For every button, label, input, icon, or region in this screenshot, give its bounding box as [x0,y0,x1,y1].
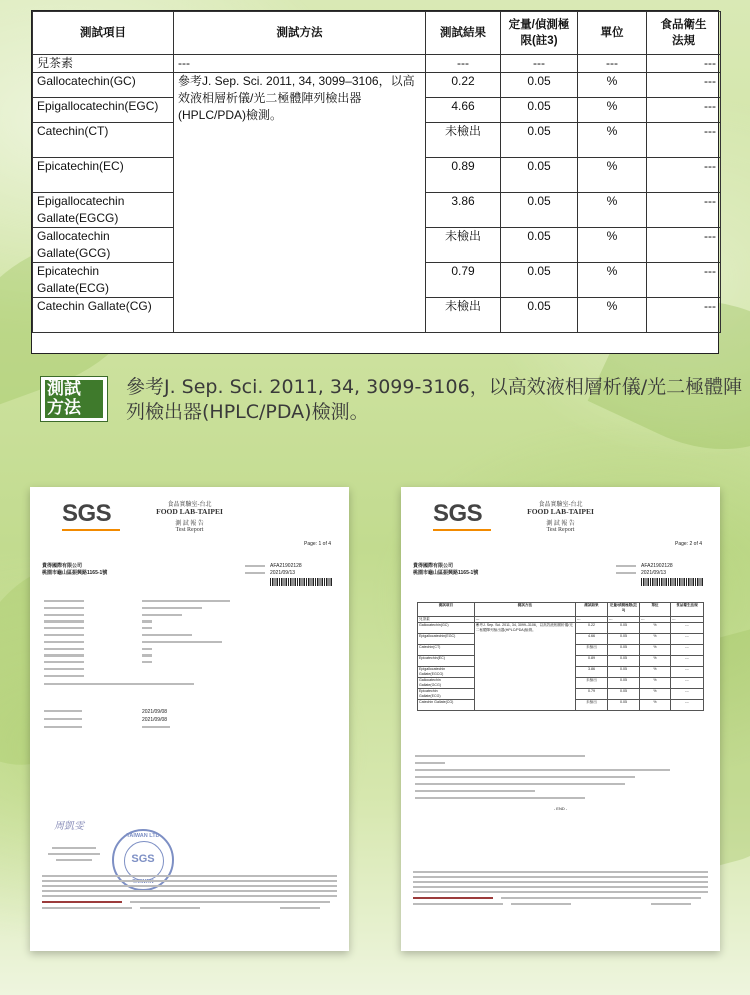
cell-regulation: --- [647,158,721,193]
cell-item [33,98,174,123]
unreadable-text-line [501,897,701,899]
mini-cell [418,700,475,711]
lab-name-en: FOOD LAB-TAIPEI [527,507,594,516]
mini-cell [418,689,475,700]
mini-cell [418,667,475,678]
header-test-method: 測試方法 [174,12,426,55]
unreadable-text-line [511,903,571,905]
cell-unit: % [578,158,647,193]
mini-cell: 0.05 [607,634,639,645]
unreadable-text-line [42,885,337,887]
cell-result: --- [426,55,501,73]
mini-cell: --- [670,645,703,656]
cell-unit: % [578,263,647,298]
cell-unit: % [578,228,647,263]
cell-limit: 0.05 [501,193,578,228]
received-date: 2021/09/08 [142,709,168,715]
cell-result: 0.89 [426,158,501,193]
sgs-logo-text: SGS [433,500,483,527]
cell-unit: --- [578,55,647,73]
unreadable-text-line [44,675,84,677]
cell-regulation: --- [647,98,721,123]
unreadable-text-line [44,683,194,685]
unreadable-text-line [142,620,152,622]
mini-cell: --- [607,617,639,623]
mini-header: 食品衛生法規 [670,603,703,617]
unreadable-text-line [415,762,445,764]
unreadable-text-line [42,901,122,903]
header-regulation-text: 食品衛生法規 [660,19,707,47]
cell-unit: % [578,298,647,333]
unreadable-text-line [44,661,84,663]
unreadable-text-line [44,648,84,650]
cell-unit: % [578,123,647,158]
cell-item [33,263,174,298]
mini-cell: 0.05 [607,700,639,711]
lab-name-en: FOOD LAB-TAIPEI [156,507,223,516]
lab-name: 食品實驗室-台北 [167,502,212,508]
signature-caption [56,859,92,861]
mini-cell: % [639,678,670,689]
report-date: 2021/09/13 [270,570,296,576]
unreadable-text-line [142,627,152,629]
mini-cell-line: Gallate(ECG) [419,693,441,698]
unreadable-text-line [142,661,152,663]
mini-header: 單位 [639,603,670,617]
client-name: 貴得國際有限公司 [42,563,83,569]
unreadable-text-line [651,903,691,905]
test-method-badge-label [45,380,103,418]
client-address: 桃園市龜山區振興路1165-1號 [42,570,108,576]
mini-cell: % [639,700,670,711]
mini-cell: % [639,634,670,645]
mini-cell: --- [670,667,703,678]
cell-result: 未檢出 [426,298,501,333]
mini-cell: % [639,645,670,656]
mini-cell [418,656,475,667]
date-label [616,572,636,574]
unreadable-text-line [130,901,330,903]
cell-item-line: Epicatechin(EC) [37,159,124,173]
unreadable-text-line [42,895,337,897]
mini-cell: 0.05 [607,645,639,656]
cell-result: 4.66 [426,98,501,123]
lab-name: 食品實驗室-台北 [538,502,583,508]
unreadable-text-line [44,710,82,712]
mini-cell: --- [670,617,703,623]
sgs-seal-center-text: SGS [131,853,155,865]
cell-item [33,73,174,98]
unreadable-text-line [44,607,84,609]
cell-item [33,228,174,263]
cell-result: 未檢出 [426,123,501,158]
cell-regulation: --- [647,123,721,158]
report-title-en: Test Report [546,527,575,533]
cell-item-line: Gallocatechin [37,229,110,243]
cell-limit: 0.05 [501,298,578,333]
unreadable-text-line [42,890,337,892]
cell-result: 未檢出 [426,228,501,263]
cell-unit: % [578,73,647,98]
unreadable-text-line [44,620,84,622]
mini-cell: --- [670,634,703,645]
cell-result: 0.79 [426,263,501,298]
unreadable-text-line [415,783,625,785]
unreadable-text-line [413,881,708,883]
test-results-table [31,10,719,354]
mini-cell: --- [670,623,703,634]
unreadable-text-line [44,600,84,602]
cell-item-line: Epigallocatechin [37,194,125,208]
cell-item-line: Epigallocatechin(EGC) [37,99,159,113]
mini-cell-line: Epigallocatechin(EGC) [419,634,456,638]
unreadable-text-line [142,614,182,616]
unreadable-text-line [140,907,200,909]
date-label [245,572,265,574]
cell-limit: 0.05 [501,158,578,193]
unreadable-text-line [415,755,585,757]
cell-item [33,158,174,193]
unreadable-text-line [413,876,708,878]
cell-item [33,298,174,333]
mini-cell: % [639,623,670,634]
cell-item-line: Gallate(EGCG) [37,211,119,225]
report-no-label [616,565,636,567]
mini-cell: 0.05 [607,678,639,689]
report-no-label [245,565,265,567]
cell-limit: --- [501,55,578,73]
cell-limit: 0.05 [501,263,578,298]
cell-limit: 0.05 [501,73,578,98]
unreadable-text-line [44,641,84,643]
unreadable-text-line [280,907,320,909]
cell-item: 兒茶素 [33,55,174,73]
unreadable-text-line [413,897,493,899]
mini-cell: 0.05 [607,689,639,700]
cell-regulation: --- [647,298,721,333]
mini-cell-line: Catechin(CT) [419,645,441,649]
report-number: AFA21902128 [641,563,673,569]
mini-cell-line: Epigallocatechin [419,667,446,671]
cell-item [33,193,174,228]
cell-item-line: Catechin Gallate(CG) [37,299,152,313]
cell-regulation: --- [647,263,721,298]
unreadable-text-line [142,600,230,602]
barcode [270,578,332,586]
header-regulation [647,12,721,55]
page-number: Page: 1 of 4 [304,541,331,547]
mini-table-header-row [418,603,704,617]
mini-cell: % [639,667,670,678]
report-title-en: Test Report [175,527,204,533]
mini-cell: 未檢出 [575,700,607,711]
mini-cell [418,623,475,634]
test-start-date: 2021/09/08 [142,717,168,723]
badge-line-1: 測試 [47,379,81,399]
mini-table-row [418,623,704,634]
table-header-row [33,12,721,55]
cell-unit: % [578,193,647,228]
mini-cell [418,678,475,689]
badge-line-2: 方法 [47,398,81,418]
mini-cell-line: Epicatechin [419,689,438,693]
mini-cell: 4.66 [575,634,607,645]
unreadable-text-line [44,726,82,728]
cell-result: 3.86 [426,193,501,228]
cell-limit: 0.05 [501,228,578,263]
mini-header: 測試方法 [474,603,575,617]
mini-cell: 0.05 [607,623,639,634]
unreadable-text-line [415,776,635,778]
unreadable-text-line [44,634,84,636]
mini-cell: % [639,689,670,700]
mini-cell-line: Gallocatechin [419,678,441,682]
mini-cell: --- [639,617,670,623]
mini-cell-line: Gallate(EGCG) [419,671,444,676]
end-mark: - END - [553,806,568,811]
unreadable-text-line [413,886,708,888]
unreadable-text-line [44,627,84,629]
header-detection-limit-text: 定量/偵測極限(註3) [508,19,570,47]
table-row [33,73,721,98]
mini-cell: 未檢出 [575,678,607,689]
client-name: 貴得國際有限公司 [413,563,454,569]
test-report-page-2 [401,487,720,951]
test-method-badge [40,376,108,422]
cell-regulation: --- [647,55,721,73]
unreadable-text-line [415,797,585,799]
signature-caption [52,847,96,849]
unreadable-text-line [44,614,84,616]
mini-cell-line: Catechin Gallate(CG) [419,700,454,704]
unreadable-text-line [44,654,84,656]
signature-caption [48,853,100,855]
header-detection-limit [501,12,578,55]
mini-cell: --- [474,617,575,623]
mini-cell-line: Gallocatechin(GC) [419,623,449,627]
cell-item [33,123,174,158]
cell-regulation: --- [647,228,721,263]
mini-cell: --- [670,700,703,711]
mini-cell-line: Gallate(GCG) [419,682,441,687]
unreadable-text-line [142,641,222,643]
mini-cell: % [639,656,670,667]
cell-item-line: Catechin(CT) [37,124,109,138]
mini-cell: 兒茶素 [418,617,475,623]
mini-cell-method: 參考J. Sep. Sci. 2011, 34, 3099–3106，以高效液相層析儀/光二極體陣列檢出器(HPLC/PDA)檢測。 [474,623,575,711]
cell-method: --- [174,55,426,73]
report-number: AFA21902128 [270,563,302,569]
cell-item-line: Epicatechin [37,264,100,278]
unreadable-text-line [42,875,337,877]
cell-limit: 0.05 [501,123,578,158]
mini-cell: 0.05 [607,656,639,667]
signature: 周凱雯 [54,821,84,832]
unreadable-text-line [142,634,192,636]
header-unit: 單位 [578,12,647,55]
mini-header: 定量/偵測極限(註3) [607,603,639,617]
unreadable-text-line [44,668,84,670]
unreadable-text-line [415,769,670,771]
mini-cell-line: Epicatechin(EC) [419,656,445,660]
page-number: Page: 2 of 4 [675,541,702,547]
report-title: 測 試 報 告 [175,521,204,527]
test-method-description: 參考J. Sep. Sci. 2011, 34, 3099-3106，以高效液相層析儀/光二極體陣列檢出器(HPLC/PDA)檢測。 [126,376,743,423]
mini-cell: 0.79 [575,689,607,700]
cell-item-line: Gallocatechin(GC) [37,74,136,88]
mini-header: 測試結果 [575,603,607,617]
cell-limit: 0.05 [501,98,578,123]
cell-regulation: --- [647,73,721,98]
unreadable-text-line [142,607,202,609]
cell-result: 0.22 [426,73,501,98]
mini-cell: --- [670,656,703,667]
report-title: 測 試 報 告 [546,521,575,527]
mini-cell: 0.22 [575,623,607,634]
cell-regulation: --- [647,193,721,228]
cell-method: 參考J. Sep. Sci. 2011, 34, 3099–3106，以高效液相層析儀/光二極體陣列檢出器(HPLC/PDA)檢測。 [174,73,426,333]
unreadable-text-line [42,880,337,882]
unreadable-text-line [142,654,152,656]
mini-cell: 未檢出 [575,645,607,656]
test-report-page-1 [30,487,349,951]
mini-cell: 0.89 [575,656,607,667]
client-address: 桃園市龜山區振興路1165-1號 [413,570,479,576]
header-test-item: 測試項目 [33,12,174,55]
cell-item-line: Gallate(ECG) [37,281,110,295]
mini-results-table [417,602,704,711]
cell-item-line: Gallate(GCG) [37,246,111,260]
mini-cell: --- [670,689,703,700]
mini-cell: --- [670,678,703,689]
mini-cell: 3.86 [575,667,607,678]
cell-unit: % [578,98,647,123]
mini-cell [418,645,475,656]
mini-cell: 0.05 [607,667,639,678]
unreadable-text-line [44,718,82,720]
unreadable-text-line [413,871,708,873]
unreadable-text-line [42,907,132,909]
mini-cell [418,634,475,645]
barcode [641,578,703,586]
unreadable-text-line [415,790,535,792]
unreadable-text-line [413,903,503,905]
report-date: 2021/09/13 [641,570,667,576]
mini-header: 測試項目 [418,603,475,617]
unreadable-text-line [142,648,152,650]
mini-cell: --- [575,617,607,623]
header-test-result: 測試結果 [426,12,501,55]
unreadable-text-line [142,726,170,728]
sgs-seal-top-text: TAIWAN LTD [126,833,160,839]
table-row-category [33,55,721,73]
sgs-logo-text: SGS [62,500,112,527]
unreadable-text-line [413,891,708,893]
